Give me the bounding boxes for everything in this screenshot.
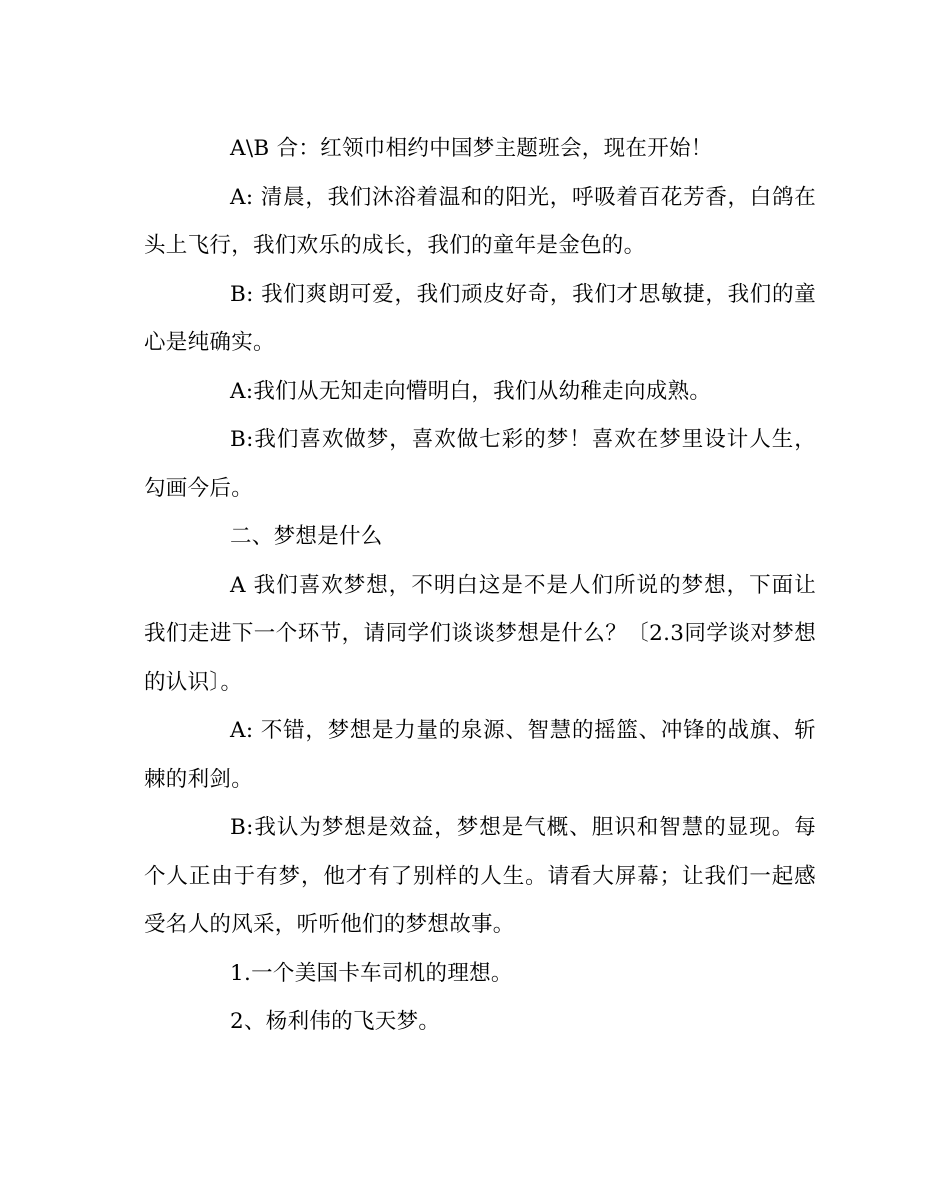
list-item-1: 1.一个美国卡车司机的理想。 xyxy=(230,960,513,986)
paragraph-b-dream-benefit: B:我认为梦想是效益，梦想是气概、胆识和智慧的显现。每个人正由于有梦，他才有了别样的人生。请看大屏幕；让我们一起感受名人的风采，听听他们的梦想故事。 xyxy=(144,815,816,937)
list-item-2: 2、杨利伟的飞天梦。 xyxy=(230,1009,441,1034)
document-body xyxy=(144,125,816,1047)
paragraph-a-growing: A:我们从无知走向懵明白，我们从幼稚走向成熟。 xyxy=(230,378,712,404)
section-heading: 二、梦想是什么 xyxy=(230,524,383,549)
paragraph-b-lovely: B: 我们爽朗可爱，我们顽皮好奇，我们才思敏捷，我们的童心是纯确实。 xyxy=(144,281,816,355)
paragraph-a-morning: A: 清晨，我们沐浴着温和的阳光，呼吸着百花芳香，白鸽在头上飞行，我们欢乐的成长，我们的童年是金色的。 xyxy=(144,184,816,258)
paragraph-opening: A\B 合：红领巾相约中国梦主题班会，现在开始！ xyxy=(230,136,713,161)
paragraph-a-dream-power: A: 不错，梦想是力量的泉源、智慧的摇篮、冲锋的战旗、斩棘的利剑。 xyxy=(144,718,816,792)
paragraph-b-dreams: B:我们喜欢做梦，喜欢做七彩的梦！喜欢在梦里设计人生，勾画今后。 xyxy=(144,427,816,501)
paragraph-a-what-is-dream: A 我们喜欢梦想，不明白这是不是人们所说的梦想，下面让我们走进下一个环节，请同学们谈谈梦想是什么？〔2.3同学谈对梦想的认识〕。 xyxy=(144,572,816,695)
